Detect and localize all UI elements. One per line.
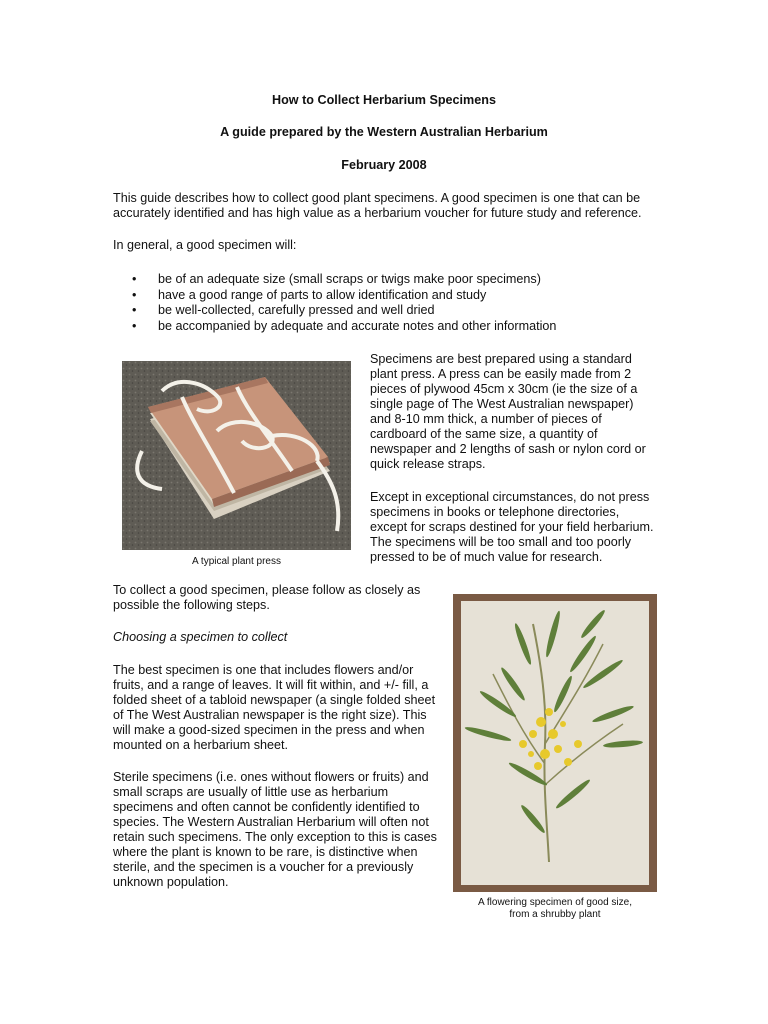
section-heading: Choosing a specimen to collect [113, 630, 288, 644]
document-subtitle: A guide prepared by the Western Australian Herbarium [220, 125, 548, 139]
press-caption: A typical plant press [192, 556, 281, 567]
specimen-illustration [453, 594, 657, 892]
bullet-glyph: • [132, 272, 137, 286]
intro-paragraph: This guide describes how to collect good plant specimens. A good specimen is one that can be accurately identified and has high value as a herbarium voucher for future study and reference. [113, 191, 642, 220]
list-item [113, 319, 653, 335]
herbarium-specimen-photo [453, 594, 657, 892]
list-item-text: be of an adequate size (small scraps or twigs make poor specimens) [158, 272, 541, 286]
general-lead: In general, a good specimen will: [113, 238, 297, 252]
document-title: How to Collect Herbarium Specimens [272, 93, 496, 107]
list-item [113, 272, 653, 288]
specimen-caption-line-2: from a shrubby plant [509, 909, 601, 920]
plant-press-illustration [122, 361, 351, 550]
list-item-text: be well-collected, carefully pressed and well dried [158, 303, 435, 317]
bullet-glyph: • [132, 287, 137, 302]
list-item [113, 303, 653, 319]
sterile-paragraph: Sterile specimens (i.e. ones without flowers or fruits) and small scraps are usually of little use as herbarium specimens and often cannot be confidently identified to species. The Western Australian Herbarium will often not retain such specimens. The only exception to this is cases where the plant is known to be rare, is distinctive when sterile, and the specimen is a voucher for a previously unknown population. [113, 770, 437, 889]
bullet-glyph: • [132, 303, 137, 317]
press-paragraph: Specimens are best prepared using a standard plant press. A press can be easily made from 2 pieces of plywood 45cm x 30cm (ie the size of a single page of The West Australian newspaper) and 8-10 mm thick, a number of pieces of cardboard of the same size, a quantity of newspaper and 2 lengths of sash or nylon cord or quick release straps. [370, 352, 646, 471]
plant-press-photo [122, 361, 351, 550]
list-item [113, 288, 653, 304]
steps-lead: To collect a good specimen, please follow as closely as possible the following steps. [113, 583, 421, 612]
bullet-glyph: • [132, 318, 137, 333]
specimen-caption-line-1: A flowering specimen of good size, [478, 897, 632, 908]
requirements-list [113, 272, 653, 334]
best-specimen-paragraph: The best specimen is one that includes flowers and/or fruits, and a range of leaves. It will fit within, and +/- fill, a folded sheet of a tabloid newspaper (a single folded sheet of The West Australian newspaper is the right size). This will make a good-sized specimen in the press and when mounted on a herbarium sheet. [113, 663, 436, 752]
document-date: February 2008 [341, 158, 427, 172]
list-item-text: be accompanied by adequate and accurate notes and other information [158, 318, 557, 333]
list-item-text: have a good range of parts to allow identification and study [158, 287, 487, 302]
exception-paragraph: Except in exceptional circumstances, do not press specimens in books or telephone directories, except for scraps destined for your field herbarium. The specimens will be too small and too poorly pressed to be of much value for research. [370, 490, 654, 564]
